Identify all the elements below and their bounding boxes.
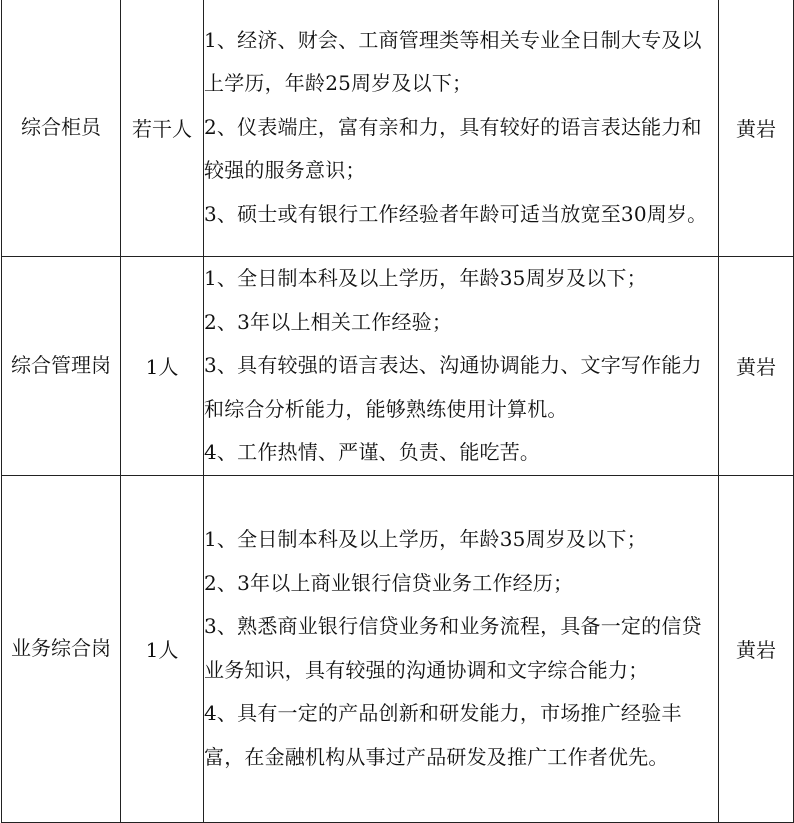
requirement-item: 3、具有较强的语言表达、沟通协调能力、文字写作能力和综合分析能力，能够熟练使用计算机。: [204, 353, 702, 421]
work-location: 黄岩: [719, 257, 794, 476]
table-row: [2, 257, 794, 476]
position-name: 综合柜员: [2, 0, 121, 257]
requirement-item: 2、3年以上商业银行信贷业务工作经历；: [204, 570, 574, 595]
requirement-item: 2、3年以上相关工作经验；: [204, 309, 453, 334]
headcount: 若干人: [121, 0, 204, 257]
headcount: 1人: [121, 475, 204, 822]
headcount: 1人: [121, 257, 204, 476]
requirement-item: 1、全日制本科及以上学历，年龄35周岁及以下；: [204, 527, 647, 551]
requirement-item: 3、熟悉商业银行信贷业务和业务流程，具备一定的信贷业务知识，具有较强的沟通协调和文字综合能力；: [204, 614, 702, 682]
table-row: [2, 475, 794, 822]
requirement-item: 2、仪表端庄，富有亲和力，具有较好的语言表达能力和较强的服务意识；: [204, 114, 702, 183]
requirement-item: 1、全日制本科及以上学历，年龄35周岁及以下；: [204, 266, 647, 290]
table-row: [2, 0, 794, 257]
job-requirements-table: [1, 0, 794, 823]
requirements-cell: [204, 475, 719, 822]
work-location: 黄岩: [719, 475, 794, 822]
position-name: 综合管理岗: [2, 257, 121, 476]
requirement-item: 4、工作热情、严谨、负责、能吃苦。: [204, 440, 541, 464]
requirement-item: 1、经济、财会、工商管理类等相关专业全日制大专及以上学历，年龄25周岁及以下；: [204, 27, 702, 96]
work-location: 黄岩: [719, 0, 794, 257]
requirements-cell: [204, 257, 719, 476]
requirement-item: 4、具有一定的产品创新和研发能力，市场推广经验丰富，在金融机构从事过产品研发及推广工作者优先。: [204, 701, 682, 769]
requirement-item: 3、硕士或有银行工作经验者年龄可适当放宽至30周岁。: [204, 201, 708, 226]
requirements-cell: [204, 0, 719, 257]
position-name: 业务综合岗: [2, 475, 121, 822]
